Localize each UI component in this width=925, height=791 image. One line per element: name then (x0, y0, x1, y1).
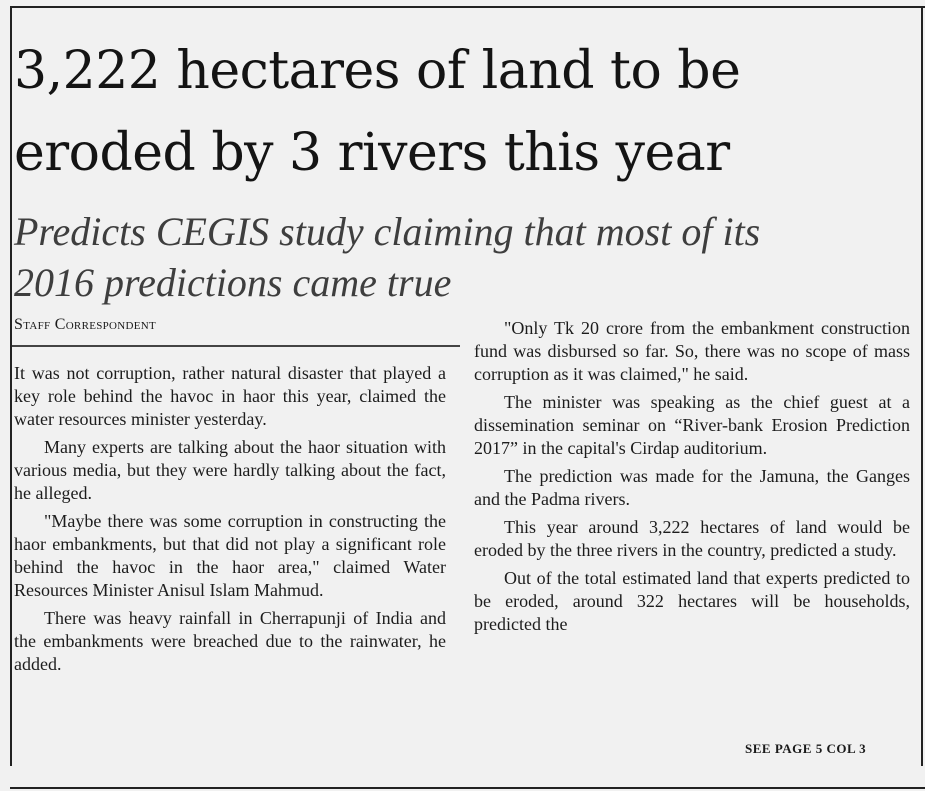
top-border-rule (10, 6, 925, 8)
continuation-note: SEE PAGE 5 COL 3 (745, 741, 867, 756)
paragraph: There was heavy rainfall in Cherrapunji of India and the embankments were breached due to the rainwater, he added. (14, 608, 446, 674)
subheadline-line: 2016 predictions came true (14, 260, 452, 305)
byline: Staff Correspondent (14, 316, 157, 333)
byline-rule (12, 345, 460, 347)
headline-line: eroded by 3 rivers this year (14, 123, 730, 183)
headline (14, 30, 919, 194)
subheadline-line: Predicts CEGIS study claiming that most of its (14, 209, 761, 254)
paragraph: Many experts are talking about the haor situation with various media, but they were hardly talking about the fact, he alleged. (14, 437, 446, 503)
paragraph: The prediction was made for the Jamuna, the Ganges and the Padma rivers. (474, 466, 910, 509)
subheadline (14, 206, 919, 308)
paragraph: It was not corruption, rather natural disaster that played a key role behind the havoc in haor this year, claimed the water resources minister yesterday. (14, 363, 446, 429)
bottom-border-rule (10, 787, 925, 789)
left-column (14, 362, 446, 681)
paragraph: The minister was speaking as the chief guest at a dissemination seminar on “River-bank Erosion Prediction 2017” in the capital's Cirdap auditorium. (474, 392, 910, 458)
paragraph: Out of the total estimated land that experts predicted to be eroded, around 322 hectares will be households, predicted the (474, 568, 910, 634)
paragraph: "Maybe there was some corruption in constructing the haor embankments, but that did not play a significant role behind the havoc in the haor area," claimed Water Resources Minister Anisul Islam Mahmud. (14, 511, 446, 600)
headline-line: 3,222 hectares of land to be (14, 41, 741, 101)
right-column (474, 317, 910, 641)
paragraph: This year around 3,222 hectares of land would be eroded by the three rivers in the country, predicted a study. (474, 517, 910, 560)
paragraph: "Only Tk 20 crore from the embankment construction fund was disbursed so far. So, there was no scope of mass corruption as it was claimed," he said. (474, 318, 910, 384)
right-border-rule (921, 6, 923, 766)
left-border-rule (10, 6, 12, 766)
